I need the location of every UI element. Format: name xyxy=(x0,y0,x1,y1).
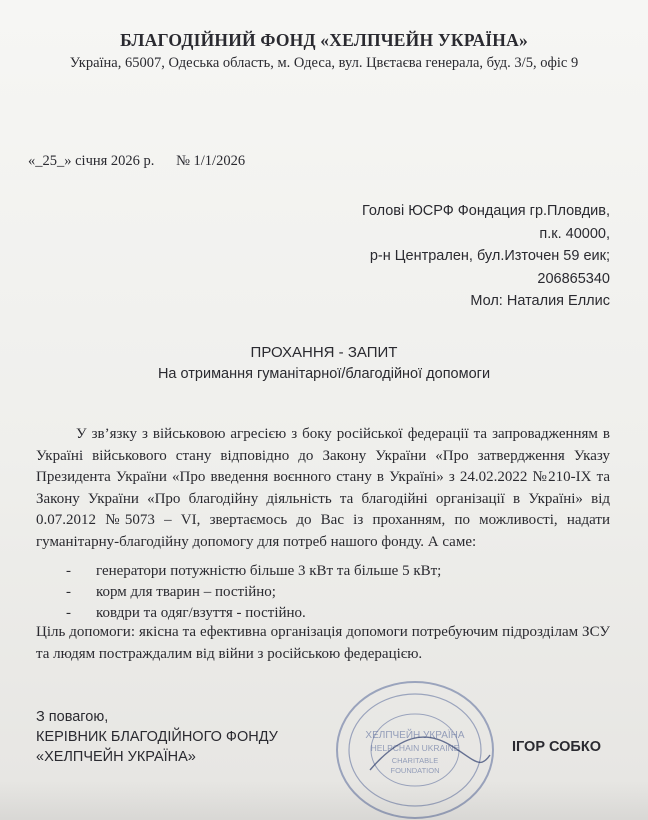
recipient-line: п.к. 40000, xyxy=(539,225,610,242)
recipient-line: р-н Централен, бул.Източен 59 еик; xyxy=(369,248,610,264)
list-item: - корм для тварин – постійно; xyxy=(66,582,441,603)
document-number: № 1/1/2026 xyxy=(176,153,246,169)
document-title: ПРОХАННЯ - ЗАПИТ xyxy=(250,344,398,361)
page-shadow xyxy=(0,780,648,820)
body-paragraph xyxy=(36,424,610,553)
signer-name: ІГОР СОБКО xyxy=(512,739,601,755)
needs-list xyxy=(66,561,441,624)
stamp-text: CHARITABLE xyxy=(391,756,439,765)
list-item: - ковдри та одяг/взуття - постійно. xyxy=(66,603,441,624)
recipient-line: 206865340 xyxy=(537,270,610,287)
date-line xyxy=(28,153,263,170)
recipient-line: Голові ЮСРФ Фондация гр.Пловдив, xyxy=(361,203,610,219)
document-date: «_25_» січня 2026 р. xyxy=(28,153,155,169)
signature-block xyxy=(36,707,278,767)
stamp-text: ХЕЛПЧЕЙН УКРАЇНА xyxy=(365,730,465,741)
recipient-block xyxy=(290,200,610,313)
request-text: У зв’язку з військовою агресією з боку російської федерації та запровадженням в Україні військового стану відповідно до Закону України «Про затвердження Указу Президента України «Про введення воєнного стану в Україні» з 24.02.2022 №210-IX та Закону України «Про благодійну діяльність та благодійні організації в Україні» від 0.07.2012 №5073 – VI, звертаємось до Вас із проханням, по можливості, надати гуманітарну-благодійну допомогу для потреб нашого фонду. А саме: xyxy=(36,426,610,550)
organization-address: Україна, 65007, Одеська область, м. Одеса, вул. Цвєтаєва генерала, буд. 3/5, офіс 9 xyxy=(69,55,579,71)
regards-text: З повагою, xyxy=(36,709,109,725)
organization-name: БЛАГОДІЙНИЙ ФОНД «ХЕЛПЧЕЙН УКРАЇНА» xyxy=(120,30,528,50)
recipient-line: Мол: Наталия Еллис xyxy=(470,293,610,309)
organization-stamp xyxy=(330,675,500,820)
purpose-paragraph: Ціль допомоги: якісна та ефективна організація допомоги потребуючим підрозділам ЗСУ та людям постраждалим від війни з російською федерацією. xyxy=(36,624,610,662)
signer-position: КЕРІВНИК БЛАГОДІЙНОГО ФОНДУ xyxy=(36,729,278,745)
list-item: - генератори потужністю більше 3 кВт та більше 5 кВт; xyxy=(66,561,441,582)
document-subtitle: На отримання гуманітарної/благодійної допомоги xyxy=(157,366,491,382)
stamp-text: HELPCHAIN UKRAINE xyxy=(370,743,460,753)
signer-organization: «ХЕЛПЧЕЙН УКРАЇНА» xyxy=(36,749,196,765)
stamp-text: FOUNDATION xyxy=(390,766,440,775)
